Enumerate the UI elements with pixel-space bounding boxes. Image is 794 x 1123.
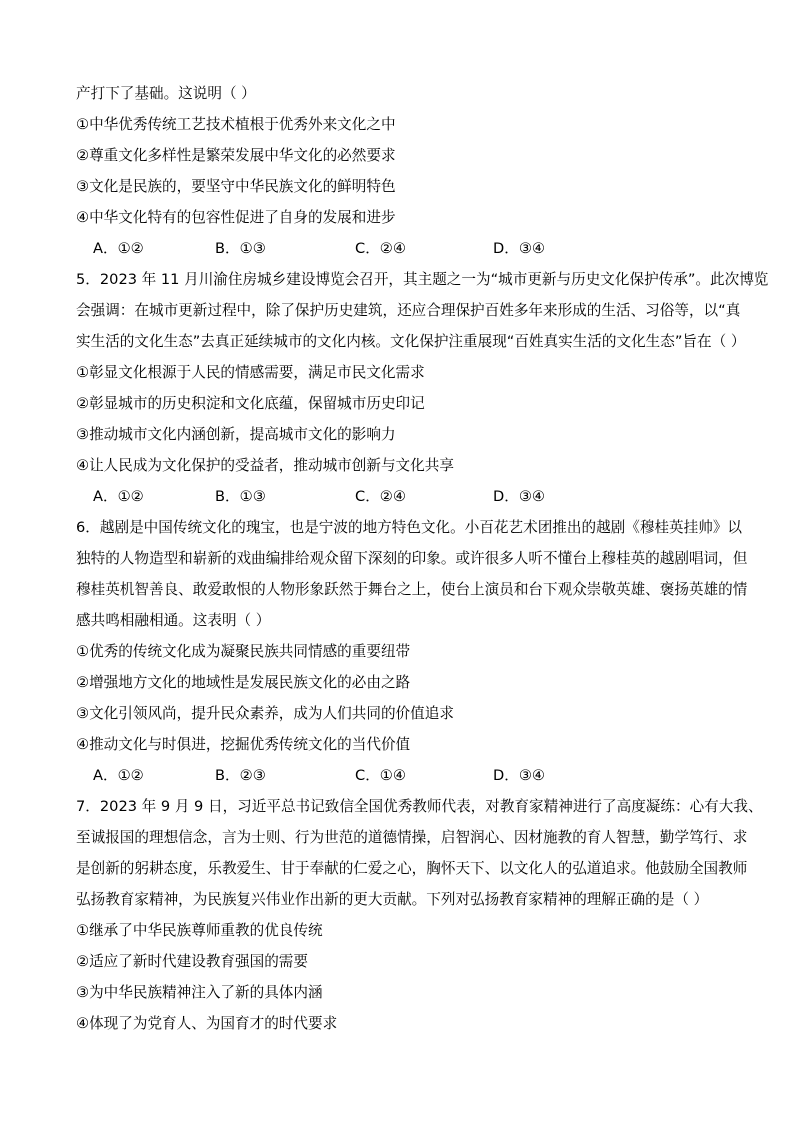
option-4: ④让人民成为文化保护的受益者，推动城市创新与文化共享: [76, 457, 454, 474]
choice-b[interactable]: B．①③: [215, 488, 266, 505]
option-1: ①继承了中华民族尊师重教的优良传统: [76, 922, 323, 939]
option-4: ④中华文化特有的包容性促进了自身的发展和进步: [76, 209, 396, 226]
option-3: ③为中华民族精神注入了新的具体内涵: [76, 984, 323, 1001]
choice-a[interactable]: A．①②: [93, 240, 144, 257]
answer-choices: [76, 233, 718, 264]
option-4: ④推动文化与时俱进，挖掘优秀传统文化的当代价值: [76, 736, 411, 753]
answer-choices: [76, 481, 718, 512]
question-stem-line: 是创新的躬耕态度，乐教爱生、甘于奉献的仁爱之心，胸怀天下、以文化人的弘道追求。他鼓励全国教师: [76, 860, 748, 877]
option-3: ③文化是民族的，要坚守中华民族文化的鲜明特色: [76, 178, 396, 195]
question-6: [76, 512, 748, 791]
choice-b[interactable]: B．②③: [215, 767, 266, 784]
option-2: ②尊重文化多样性是繁荣发展中华文化的必然要求: [76, 147, 396, 164]
option-4: ④体现了为党育人、为国育才的时代要求: [76, 1015, 338, 1032]
choice-a[interactable]: A．①②: [93, 488, 144, 505]
intro-line: 产打下了基础。这说明（ ）: [76, 85, 256, 102]
choice-c[interactable]: C．①④: [355, 767, 406, 784]
question-stem-line: 感共鸣相融相通。这表明（ ）: [76, 612, 271, 629]
option-1: ①中华优秀传统工艺技术植根于优秀外来文化之中: [76, 116, 396, 133]
choice-d[interactable]: D．③④: [493, 488, 545, 505]
question-stem-line: 6．越剧是中国传统文化的瑰宝，也是宁波的地方特色文化。小百花艺术团推出的越剧《穆桂英挂帅》以: [76, 519, 743, 536]
option-1: ①优秀的传统文化成为凝聚民族共同情感的重要纽带: [76, 643, 411, 660]
question-stem-line: 弘扬教育家精神，为民族复兴伟业作出新的更大贡献。下列对弘扬教育家精神的理解正确的是（ ）: [76, 891, 709, 908]
option-1: ①彰显文化根源于人民的情感需要，满足市民文化需求: [76, 364, 425, 381]
option-3: ③推动城市文化内涵创新，提高城市文化的影响力: [76, 426, 396, 443]
question-stem-line: 至诚报国的理想信念，言为士则、行为世范的道德情操，启智润心、因材施教的育人智慧，勤学笃行、求: [76, 829, 748, 846]
question-5: [76, 264, 769, 512]
question-stem-line: 实生活的文化生态”去真正延续城市的文化内核。文化保护注重展现“百姓真实生活的文化生态”旨在（ ）: [76, 333, 746, 350]
question-stem-line: 5．2023 年 11 月川渝住房城乡建设博览会召开，其主题之一为“城市更新与历史文化保护传承”。此次博览: [76, 271, 769, 288]
option-2: ②增强地方文化的地域性是发展民族文化的必由之路: [76, 674, 411, 691]
choice-d[interactable]: D．③④: [493, 240, 545, 257]
choice-a[interactable]: A．①②: [93, 767, 144, 784]
question-stem-line: 独特的人物造型和崭新的戏曲编排给观众留下深刻的印象。或许很多人听不懂台上穆桂英的越剧唱词，但: [76, 550, 748, 567]
option-3: ③文化引领风尚，提升民众素养，成为人们共同的价值追求: [76, 705, 454, 722]
option-2: ②彰显城市的历史积淀和文化底蕴，保留城市历史印记: [76, 395, 425, 412]
choice-c[interactable]: C．②④: [355, 240, 406, 257]
question-stem-line: 会强调：在城市更新过程中，除了保护历史建筑，还应合理保护百姓多年来形成的生活、习俗等，以“真: [76, 302, 741, 319]
question-stem-line: 穆桂英机智善良、敢爱敢恨的人物形象跃然于舞台之上，使台上演员和台下观众崇敬英雄、褒扬英雄的情: [76, 581, 748, 598]
question-4-options: [76, 109, 718, 264]
question-7: [76, 791, 763, 1039]
answer-choices: [76, 760, 718, 791]
choice-c[interactable]: C．②④: [355, 488, 406, 505]
choice-b[interactable]: B．①③: [215, 240, 266, 257]
question-stem-line: 7．2023 年 9 月 9 日，习近平总书记致信全国优秀教师代表，对教育家精神进行了高度凝练：心有大我、: [76, 798, 763, 815]
option-2: ②适应了新时代建设教育强国的需要: [76, 953, 308, 970]
choice-d[interactable]: D．③④: [493, 767, 545, 784]
page-content: [76, 78, 769, 1039]
